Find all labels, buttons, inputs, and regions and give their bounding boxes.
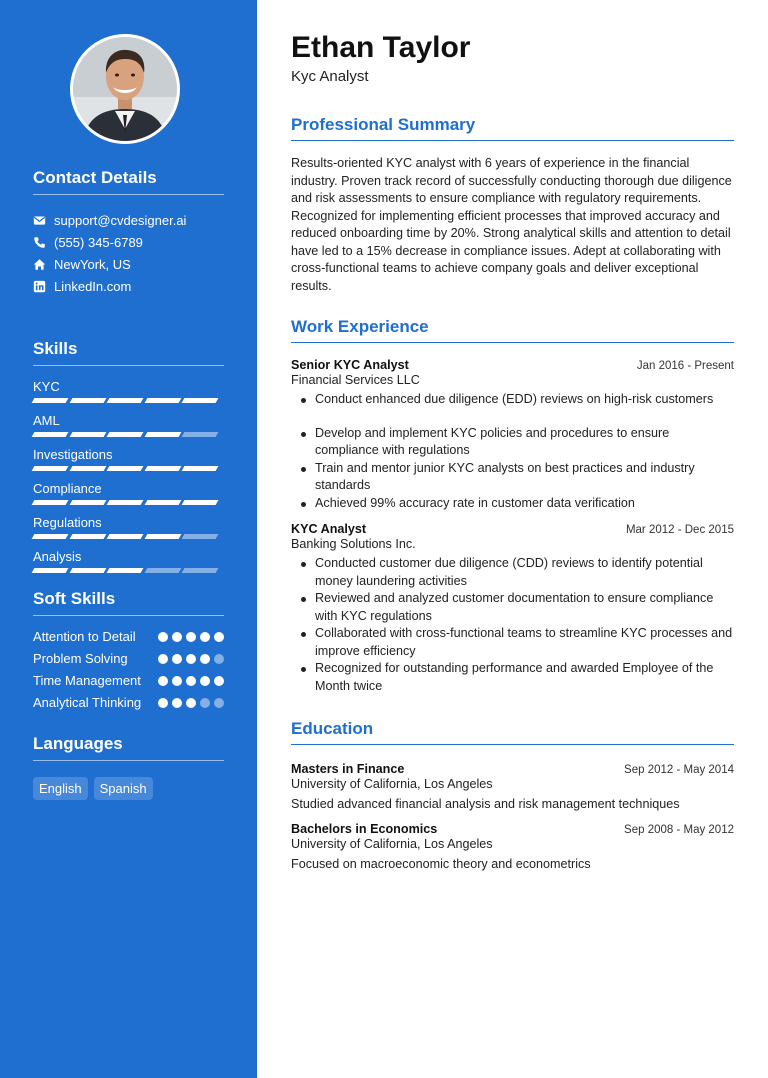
skill-level-segment bbox=[69, 500, 105, 505]
soft-skill-rating bbox=[158, 694, 224, 708]
skill-row bbox=[33, 514, 224, 539]
avatar bbox=[70, 34, 180, 144]
skill-name: Investigations bbox=[33, 447, 113, 462]
skill-level-segment bbox=[182, 568, 218, 573]
skill-name: Compliance bbox=[33, 481, 102, 496]
soft-skill-name: Attention to Detail bbox=[33, 629, 136, 644]
education-school: University of California, Los Angeles bbox=[291, 777, 493, 791]
job-bullets bbox=[291, 555, 734, 695]
summary-section bbox=[291, 115, 734, 295]
job-entry bbox=[291, 358, 734, 512]
language-pill: Spanish bbox=[94, 777, 153, 800]
skill-level-bar bbox=[33, 398, 224, 403]
linkedin-icon bbox=[33, 280, 46, 293]
skill-row bbox=[33, 548, 224, 573]
job-company: Banking Solutions Inc. bbox=[291, 537, 416, 551]
contact-location bbox=[33, 253, 224, 275]
skill-level-segment bbox=[32, 500, 68, 505]
rating-dot bbox=[158, 632, 168, 642]
education-entry bbox=[291, 762, 734, 811]
skill-level-bar bbox=[33, 466, 224, 471]
rating-dot bbox=[186, 654, 196, 664]
education-date: Sep 2008 - May 2012 bbox=[624, 824, 734, 836]
soft-skill-row bbox=[33, 672, 224, 690]
skill-level-segment bbox=[182, 534, 218, 539]
contact-section bbox=[33, 168, 224, 297]
contact-title: Contact Details bbox=[33, 168, 224, 195]
languages-section bbox=[33, 734, 224, 800]
rating-dot bbox=[200, 676, 210, 686]
rating-dot bbox=[186, 632, 196, 642]
soft-skill-rating bbox=[158, 650, 224, 664]
soft-skill-name: Analytical Thinking bbox=[33, 695, 142, 710]
contact-phone-text: (555) 345-6789 bbox=[54, 234, 143, 250]
skill-row bbox=[33, 446, 224, 471]
skill-level-bar bbox=[33, 432, 224, 437]
skill-level-segment bbox=[32, 432, 68, 437]
education-entry bbox=[291, 822, 734, 871]
education-header bbox=[291, 762, 734, 776]
skill-name: Analysis bbox=[33, 549, 82, 564]
rating-dot bbox=[172, 676, 182, 686]
education-degree: Masters in Finance bbox=[291, 762, 405, 776]
rating-dot bbox=[158, 654, 168, 664]
skill-level-segment bbox=[69, 466, 105, 471]
job-role: KYC Analyst bbox=[291, 522, 367, 536]
skills-section bbox=[33, 339, 224, 573]
skill-name: KYC bbox=[33, 379, 60, 394]
candidate-title: Kyc Analyst bbox=[291, 68, 369, 85]
soft-skill-row bbox=[33, 650, 224, 668]
education-date: Sep 2012 - May 2014 bbox=[624, 764, 734, 776]
soft-skills-title: Soft Skills bbox=[33, 589, 224, 616]
summary-title: Professional Summary bbox=[291, 115, 734, 141]
soft-skill-rating bbox=[158, 672, 224, 686]
skill-row bbox=[33, 412, 224, 437]
skill-level-segment bbox=[107, 534, 143, 539]
skill-level-bar bbox=[33, 500, 224, 505]
skill-level-segment bbox=[107, 466, 143, 471]
contact-email-text: support@cvdesigner.ai bbox=[54, 212, 187, 228]
skill-level-segment bbox=[144, 500, 180, 505]
rating-dot bbox=[214, 698, 224, 708]
skill-level-segment bbox=[32, 466, 68, 471]
skill-level-bar bbox=[33, 568, 224, 573]
skill-level-segment bbox=[32, 568, 68, 573]
soft-skill-name: Time Management bbox=[33, 673, 141, 688]
rating-dot bbox=[200, 632, 210, 642]
phone-icon bbox=[33, 236, 46, 249]
experience-title: Work Experience bbox=[291, 317, 734, 343]
skill-level-segment bbox=[107, 432, 143, 437]
rating-dot bbox=[214, 632, 224, 642]
rating-dot bbox=[172, 654, 182, 664]
contact-location-text: NewYork, US bbox=[54, 256, 131, 272]
skill-level-segment bbox=[107, 500, 143, 505]
skill-level-segment bbox=[32, 534, 68, 539]
contact-email[interactable] bbox=[33, 209, 224, 231]
rating-dot bbox=[172, 632, 182, 642]
job-header bbox=[291, 522, 734, 536]
skill-name: Regulations bbox=[33, 515, 102, 530]
skill-level-segment bbox=[69, 534, 105, 539]
rating-dot bbox=[200, 654, 210, 664]
education-title: Education bbox=[291, 719, 734, 745]
soft-skill-row bbox=[33, 694, 224, 712]
contact-list bbox=[33, 209, 224, 297]
job-date: Mar 2012 - Dec 2015 bbox=[625, 524, 734, 536]
rating-dot bbox=[158, 698, 168, 708]
skill-level-segment bbox=[69, 432, 105, 437]
skill-row bbox=[33, 378, 224, 403]
job-bullet: Reviewed and analyzed customer documentation to ensure compliance with KYC regulations bbox=[315, 590, 734, 625]
education-degree: Bachelors in Economics bbox=[291, 822, 438, 836]
job-bullet: Achieved 99% accuracy rate in customer data verification bbox=[315, 495, 734, 513]
rating-dot bbox=[186, 676, 196, 686]
soft-skills-list bbox=[33, 628, 224, 712]
skill-level-segment bbox=[144, 432, 180, 437]
email-icon bbox=[33, 214, 46, 227]
skill-level-segment bbox=[69, 398, 105, 403]
summary-text: Results-oriented KYC analyst with 6 years of experience in the financial industry. Proven track record of successfully conducting thorough due diligence and risk assessments to ensure compliance with regulatory requirements. Recognized for implementing efficient processes that improved accuracy and reduced onboarding time by 20%. Strong analytical skills and attention to detail have led to a 15% decrease in compliance issues. Adept at collaborating with cross-functional teams to achieve company goals and deliver exceptional results. bbox=[291, 156, 732, 293]
job-company: Financial Services LLC bbox=[291, 373, 420, 387]
candidate-name: Ethan Taylor bbox=[291, 31, 471, 64]
rating-dot bbox=[200, 698, 210, 708]
rating-dot bbox=[158, 676, 168, 686]
contact-phone[interactable] bbox=[33, 231, 224, 253]
skill-level-segment bbox=[182, 500, 218, 505]
job-date: Jan 2016 - Present bbox=[636, 360, 734, 372]
job-entry bbox=[291, 522, 734, 695]
soft-skill-rating bbox=[158, 628, 224, 642]
languages-title: Languages bbox=[33, 734, 224, 761]
education-description: Studied advanced financial analysis and risk management techniques bbox=[291, 797, 680, 811]
soft-skill-row bbox=[33, 628, 224, 646]
job-bullet: Develop and implement KYC policies and procedures to ensure compliance with regulations bbox=[315, 425, 734, 460]
rating-dot bbox=[172, 698, 182, 708]
job-bullet: Conducted customer due diligence (CDD) reviews to identify potential money laundering activities bbox=[315, 555, 734, 590]
skill-level-segment bbox=[69, 568, 105, 573]
skill-name: AML bbox=[33, 413, 60, 428]
job-bullet: Collaborated with cross-functional teams to streamline KYC processes and improve efficiency bbox=[315, 625, 734, 660]
languages-list bbox=[33, 777, 224, 800]
skill-level-bar bbox=[33, 534, 224, 539]
education-school: University of California, Los Angeles bbox=[291, 837, 493, 851]
skill-level-segment bbox=[144, 398, 180, 403]
soft-skills-section bbox=[33, 589, 224, 712]
skill-level-segment bbox=[182, 466, 218, 471]
education-description: Focused on macroeconomic theory and econometrics bbox=[291, 857, 591, 871]
education-header bbox=[291, 822, 734, 836]
skills-title: Skills bbox=[33, 339, 224, 366]
skills-list bbox=[33, 378, 224, 573]
skill-row bbox=[33, 480, 224, 505]
skill-level-segment bbox=[107, 568, 143, 573]
rating-dot bbox=[214, 676, 224, 686]
main-content bbox=[257, 0, 768, 1078]
job-role: Senior KYC Analyst bbox=[291, 358, 409, 372]
soft-skill-name: Problem Solving bbox=[33, 651, 128, 666]
job-bullet: Recognized for outstanding performance and awarded Employee of the Month twice bbox=[315, 660, 734, 695]
contact-linkedin[interactable] bbox=[33, 275, 224, 297]
skill-level-segment bbox=[144, 568, 180, 573]
job-bullet: Train and mentor junior KYC analysts on best practices and industry standards bbox=[315, 460, 734, 495]
skill-level-segment bbox=[32, 398, 68, 403]
home-icon bbox=[33, 258, 46, 271]
experience-section bbox=[291, 317, 734, 695]
language-pill: English bbox=[33, 777, 88, 800]
skill-level-segment bbox=[182, 398, 218, 403]
contact-linkedin-text: LinkedIn.com bbox=[54, 278, 132, 294]
skill-level-segment bbox=[144, 466, 180, 471]
skill-level-segment bbox=[107, 398, 143, 403]
job-bullets bbox=[291, 391, 734, 512]
job-bullet: Conduct enhanced due diligence (EDD) reviews on high-risk customers bbox=[315, 391, 734, 409]
skill-level-segment bbox=[144, 534, 180, 539]
profile-photo bbox=[73, 37, 177, 141]
job-header bbox=[291, 358, 734, 372]
sidebar bbox=[0, 0, 257, 1078]
rating-dot bbox=[186, 698, 196, 708]
rating-dot bbox=[214, 654, 224, 664]
skill-level-segment bbox=[182, 432, 218, 437]
education-section bbox=[291, 719, 734, 871]
